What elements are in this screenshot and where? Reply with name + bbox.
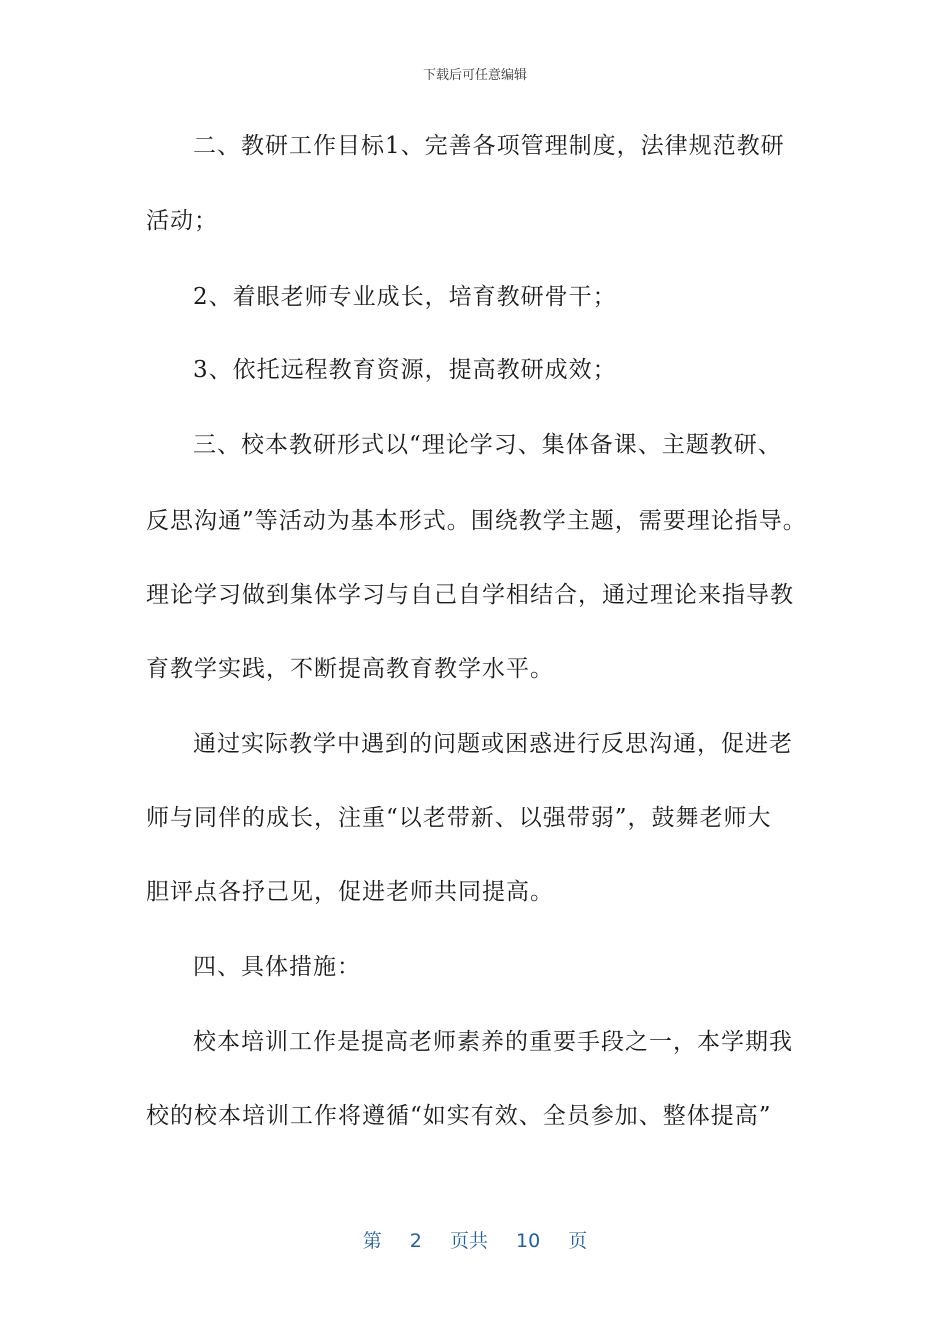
page-footer xyxy=(0,1226,950,1253)
paragraph-line: 二、教研工作目标1、完善各项管理制度，法律规范教研 xyxy=(193,133,785,159)
page-footer-suffix: 页 xyxy=(568,1230,588,1252)
page-header-note: 下载后可任意编辑 xyxy=(422,68,527,83)
paragraph-line: 反思沟通”等活动为基本形式。围绕教学主题，需要理论指导。 xyxy=(146,508,807,534)
paragraph-line: 师与同伴的成长，注重“以老带新、以强带弱”，鼓舞老师大 xyxy=(146,805,772,831)
paragraph-line: 理论学习做到集体学习与自己自学相结合，通过理论来指导教 xyxy=(146,582,794,608)
page-footer-middle: 页共 xyxy=(449,1230,488,1252)
paragraph-line: 胆评点各抒己见，促进老师共同提高。 xyxy=(146,879,554,905)
page-footer-prefix: 第 xyxy=(362,1230,382,1252)
paragraph-line: 育教学实践，不断提高教育教学水平。 xyxy=(146,656,554,682)
paragraph-line: 四、具体措施： xyxy=(193,954,361,980)
paragraph-line: 3、依托远程教育资源，提高教研成效； xyxy=(193,357,617,383)
page-number: 2 xyxy=(409,1230,422,1252)
paragraph-line: 通过实际教学中遇到的问题或困惑进行反思沟通，促进老 xyxy=(193,731,793,757)
paragraph-line: 校本培训工作是提高老师素养的重要手段之一，本学期我 xyxy=(193,1029,793,1055)
paragraph-line: 校的校本培训工作将遵循“如实有效、全员参加、整体提高” xyxy=(146,1103,772,1129)
paragraph-line: 三、校本教研形式以“理论学习、集体备课、主题教研、 xyxy=(193,432,782,458)
page-total: 10 xyxy=(516,1230,541,1252)
paragraph-line: 2、着眼老师专业成长，培育教研骨干； xyxy=(193,284,617,310)
paragraph-line: 活动； xyxy=(146,208,218,234)
